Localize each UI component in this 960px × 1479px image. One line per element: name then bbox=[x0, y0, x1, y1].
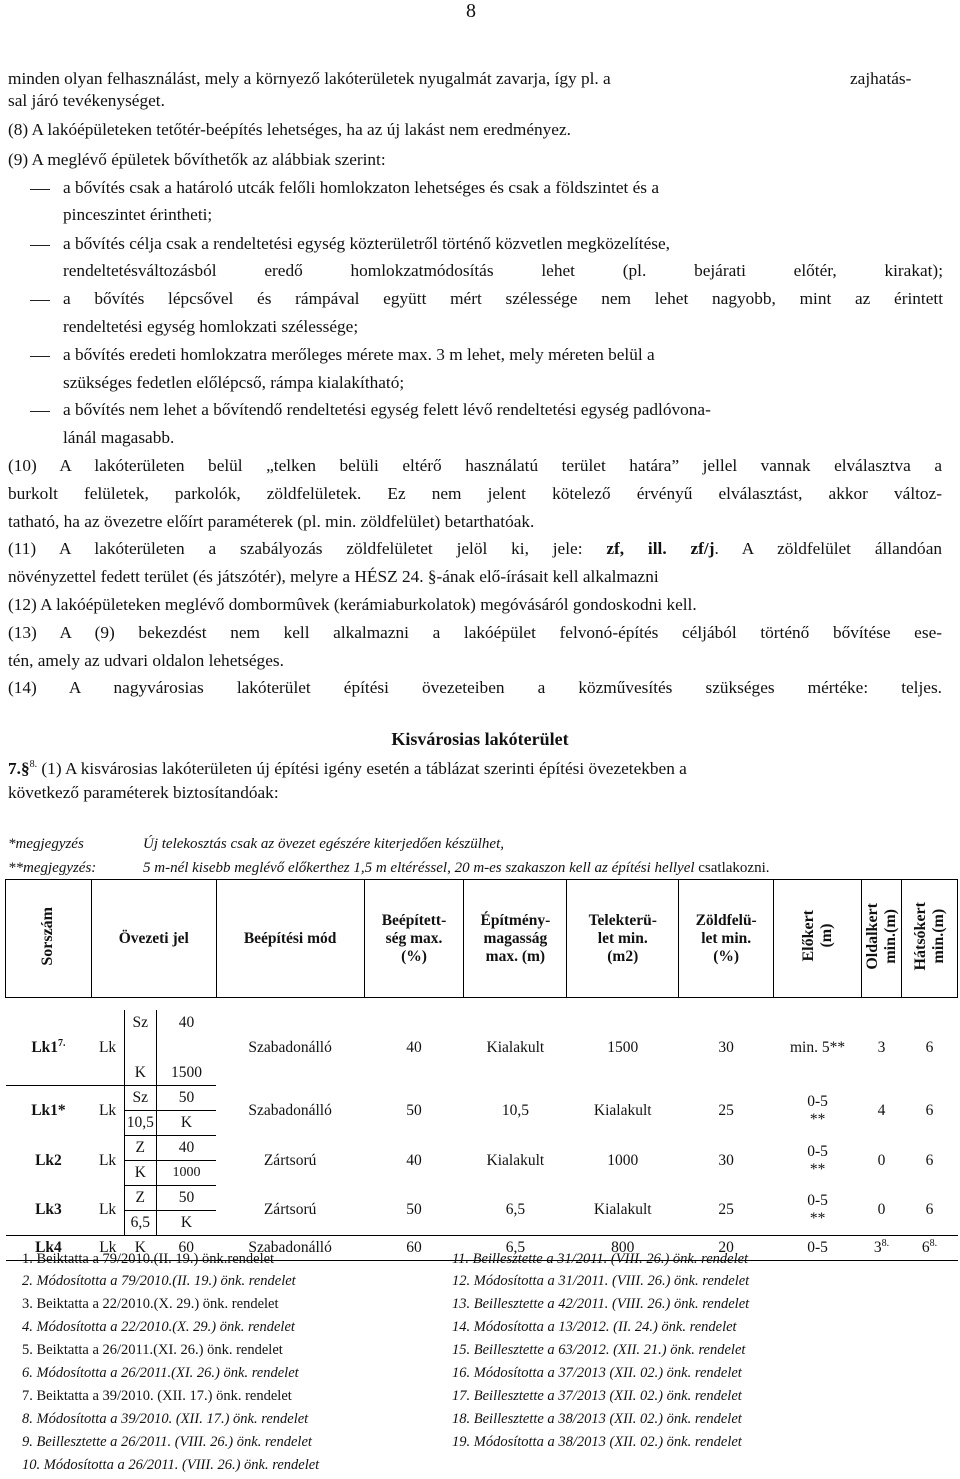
row-elokert: 0-5 bbox=[774, 1236, 862, 1261]
row-magassag: Kialakult bbox=[486, 1151, 545, 1169]
mini-cell: 1000 bbox=[156, 1161, 216, 1186]
row-telek: 800 bbox=[567, 1236, 679, 1261]
table-header-row bbox=[6, 880, 958, 998]
footnote: 6. Módosította a 26/2011.(XI. 26.) önk. rendelet bbox=[22, 1365, 299, 1381]
row-elokert: 0-5 ** bbox=[807, 1142, 828, 1178]
row-hatsokert: $6^{8.}$ bbox=[902, 1236, 958, 1261]
row-beepitesi-mod: Zártsorú bbox=[263, 1151, 317, 1169]
para-line: minden olyan felhasználást, mely a környező lakóterületek nyugalmát zavarja, így pl. a bbox=[8, 69, 611, 88]
row-oldalkert: $3^{8.}$ bbox=[862, 1236, 902, 1261]
row-telek: 1000 bbox=[607, 1151, 639, 1169]
mini-cell: Sz bbox=[124, 1086, 156, 1111]
row-hatsokert: 6 bbox=[925, 1201, 934, 1219]
row-hatsokert: 6 bbox=[925, 1038, 934, 1056]
footnote: 11. Beillesztette a 31/2011. (VIII. 26.) önk. rendelet bbox=[452, 1251, 749, 1267]
footnote: 18. Beillesztette a 38/2013 (XII. 02.) önk. rendelet bbox=[452, 1411, 742, 1427]
bullet-dash bbox=[30, 411, 50, 412]
section-title: Kisvárosias lakóterület bbox=[391, 729, 569, 749]
mini-cell: 1500 bbox=[170, 1063, 202, 1081]
bullet-dash bbox=[30, 356, 50, 357]
col-header-elokert: Előkert (m) bbox=[774, 880, 862, 998]
mini-cell: 40 bbox=[156, 1136, 216, 1161]
row-jel: Lk bbox=[98, 1038, 117, 1056]
table-row bbox=[6, 1136, 958, 1161]
row-zold: 25 bbox=[718, 1201, 734, 1219]
row-hatsokert: 6 bbox=[925, 1101, 934, 1119]
para-12: (12) A lakóépületeken meglévő dombormûvek (kerámiaburkolatok) megóvásáról gondoskodni kell. bbox=[8, 595, 697, 614]
row-zold: 20 bbox=[679, 1236, 774, 1261]
note-key: *megjegyzés bbox=[8, 836, 84, 852]
footnote: 10. Módosította a 26/2011. (VIII. 26.) önk. rendelet bbox=[22, 1457, 320, 1473]
row-sorszam: Lk2 bbox=[35, 1151, 62, 1169]
footnote: 17. Beillesztette a 37/2013 (XII. 02.) önk. rendelet bbox=[452, 1388, 742, 1404]
row-elokert: min. 5** bbox=[790, 1038, 846, 1056]
mini-cell: Z bbox=[124, 1186, 156, 1211]
row-beepitettseg: 50 bbox=[406, 1201, 422, 1219]
row-beepitettseg: 50 bbox=[406, 1101, 422, 1119]
row-beepitettseg: 40 bbox=[406, 1151, 422, 1169]
mini-cell: K bbox=[124, 1161, 156, 1186]
col-header-ovezeti-jel: Övezeti jel bbox=[91, 880, 216, 998]
row-elokert: 0-5 ** bbox=[807, 1192, 828, 1228]
mini-cell: 50 bbox=[156, 1186, 216, 1211]
mini-cell: 10,5 bbox=[124, 1111, 156, 1136]
row-elokert: 0-5 ** bbox=[807, 1092, 828, 1128]
footnote: 2. Módosította a 79/2010.(II. 19.) önk. rendelet bbox=[22, 1273, 296, 1289]
row-zold: 30 bbox=[718, 1038, 734, 1056]
bullet-text: szükséges fedetlen előlépcső, rámpa kialakítható; bbox=[63, 373, 405, 392]
footnote: 1. Beiktatta a 79/2010.(II. 19.) önk.rendelet bbox=[22, 1251, 275, 1267]
row-sorszam: Lk3 bbox=[35, 1201, 62, 1219]
row-magassag: 6,5 bbox=[505, 1201, 526, 1219]
mini-cell bbox=[124, 1035, 156, 1060]
row-oldalkert: 0 bbox=[877, 1151, 886, 1169]
row-magassag: 10,5 bbox=[501, 1101, 529, 1119]
row-oldalkert: 4 bbox=[877, 1101, 886, 1119]
para-11: növényzettel fedett terület (és játszótér), melyre a HÉSZ 24. §-ának elő-írásait kell alkalmazni bbox=[8, 567, 659, 586]
footnote: 3. Beiktatta a 22/2010.(X. 29.) önk. rendelet bbox=[22, 1296, 279, 1312]
row-beepitesi-mod: Zártsorú bbox=[263, 1201, 317, 1219]
row-jel: Lk bbox=[98, 1151, 117, 1169]
zone-parameters-table bbox=[5, 879, 958, 1261]
row-sorszam: Lk4 bbox=[6, 1236, 92, 1261]
para-10: (10) A lakóterületen belül „telken belüli eltérő használatú terület határa” jellel vannak elválasztva a bbox=[8, 456, 942, 475]
col-header-hatsokert: Hátsókert min.(m) bbox=[902, 880, 958, 998]
row-jel: Lk bbox=[91, 1086, 124, 1136]
table-row bbox=[6, 1086, 958, 1111]
table-row bbox=[6, 1010, 958, 1035]
footnote: 15. Beillesztette a 63/2012. (XII. 21.) önk. rendelet bbox=[452, 1342, 746, 1358]
mini-cell: K bbox=[124, 1236, 156, 1261]
row-hatsokert: 6 bbox=[925, 1151, 934, 1169]
row-beepitesi-mod: Szabadonálló bbox=[216, 1236, 364, 1261]
row-zold: 30 bbox=[718, 1151, 734, 1169]
mini-cell: 50 bbox=[156, 1086, 216, 1111]
mini-cell: K bbox=[124, 1060, 156, 1086]
mini-cell: K bbox=[156, 1111, 216, 1136]
footnote: 16. Módosította a 37/2013 (XII. 02.) önk. rendelet bbox=[452, 1365, 742, 1381]
bullet-text: a bővítés lépcsővel és rámpával együtt mért szélessége nem lehet nagyobb, mint az érintett bbox=[63, 289, 943, 308]
footnote: 12. Módosította a 31/2011. (VIII. 26.) önk. rendelet bbox=[452, 1273, 750, 1289]
bullet-text: lánál magasabb. bbox=[63, 428, 175, 447]
col-header-oldalkert: Oldalkert min.(m) bbox=[862, 880, 902, 998]
note-key: **megjegyzés: bbox=[8, 860, 97, 876]
mini-cell: Sz bbox=[124, 1010, 156, 1035]
bullet-text: rendeltetési egység homlokzati szélessége; bbox=[63, 317, 359, 336]
bullet-dash bbox=[30, 189, 50, 190]
row-oldalkert: 0 bbox=[877, 1201, 886, 1219]
col-header-telekterulet: Telekterü- let min. (m2) bbox=[567, 880, 679, 998]
bullet-text: pinceszintet érintheti; bbox=[63, 205, 213, 224]
para-14: (14) A nagyvárosias lakóterület építési övezeteiben a közművesítés szükséges mértéke: teljes. bbox=[8, 678, 942, 697]
row-magassag: 6,5 bbox=[464, 1236, 567, 1261]
bullet-dash bbox=[30, 300, 50, 301]
para-13: tén, amely az udvari oldalon lehetséges. bbox=[8, 651, 284, 670]
row-sorszam: Lk1* bbox=[6, 1086, 92, 1136]
mini-cell: 40 bbox=[178, 1013, 195, 1031]
footnote: 9. Beillesztette a 26/2011. (VIII. 26.) önk. rendelet bbox=[22, 1434, 312, 1450]
bullet-text: a bővítés célja csak a rendeltetési egység közterületről történő közvetlen megközelítése, bbox=[63, 234, 670, 253]
note-text: 5 m-nél kisebb meglévő előkerthez 1,5 m eltéréssel, 20 m-es szakaszon kell az építési hellyel csatlakozni. bbox=[143, 860, 770, 876]
bullet-text: a bővítés nem lehet a bővítendő rendeltetési egység felett lévő rendeltetési egység padlóvona- bbox=[63, 400, 711, 419]
row-telek: Kialakult bbox=[593, 1201, 652, 1219]
bullet-dash bbox=[30, 245, 50, 246]
row-sorszam: $Lk1^{7.}$ bbox=[31, 1037, 66, 1057]
para-line: zajhatás- bbox=[850, 69, 912, 88]
bullet-text: a bővítés eredeti homlokzatra merőleges mérete max. 3 m lehet, mely méreten belül a bbox=[63, 345, 655, 364]
bullet-text: a bővítés csak a határoló utcák felőli homlokzaton lehetséges és csak a földszintet és a bbox=[63, 178, 659, 197]
row-zold: 25 bbox=[718, 1101, 734, 1119]
para-10: burkolt felületek, parkolók, zöldfelületek. Ez nem jelent kötelező érvényű elválasztást, akkor változ- bbox=[8, 484, 942, 503]
note-text: Új telekosztás csak az övezet egészére kiterjedően készülhet, bbox=[143, 836, 504, 852]
footnote: 7. Beiktatta a 39/2010. (XII. 17.) önk. rendelet bbox=[22, 1388, 292, 1404]
para-9: (9) A meglévő épületek bővíthetők az alábbiak szerint: bbox=[8, 150, 386, 169]
para-13: (13) A (9) bekezdést nem kell alkalmazni a lakóépület felvonó-építés céljából történő bővítése ese- bbox=[8, 623, 942, 642]
row-oldalkert: 3 bbox=[877, 1038, 886, 1056]
para-line: sal járó tevékenységet. bbox=[8, 91, 165, 110]
para-10: tatható, ha az övezetre előírt paraméterek (pl. min. zöldfelület) betarthatóak. bbox=[8, 512, 535, 531]
mini-cell: 60 bbox=[156, 1236, 216, 1261]
row-jel: Lk bbox=[98, 1201, 117, 1219]
col-header-beepitesi-mod: Beépítési mód bbox=[216, 880, 364, 998]
row-telek: 1500 bbox=[607, 1038, 639, 1056]
row-beepitesi-mod: Szabadonálló bbox=[248, 1038, 332, 1056]
bullet-text: rendeltetésváltozásból eredő homlokzatmódosítás lehet (pl. bejárati előtér, kirakat); bbox=[63, 261, 943, 280]
section-paragraph: 7.§$^{8.}$ (1) A kisvárosias lakóterületen új építési igény esetén a táblázat szerinti építési övezetekben a következő paraméterek biztosítandóak: bbox=[8, 758, 687, 802]
mini-cell: Z bbox=[124, 1136, 156, 1161]
mini-cell: 6,5 bbox=[124, 1211, 156, 1236]
col-header-zoldfelulet: Zöldfelü- let min. (%) bbox=[679, 880, 774, 998]
mini-cell bbox=[156, 1035, 216, 1060]
col-header-sorszam: Sorszám bbox=[6, 880, 92, 998]
row-beepitettseg: 40 bbox=[406, 1038, 422, 1056]
row-beepitesi-mod: Szabadonálló bbox=[248, 1101, 332, 1119]
row-beepitettseg: 60 bbox=[364, 1236, 464, 1261]
footnote: 13. Beillesztette a 42/2011. (VIII. 26.) önk. rendelet bbox=[452, 1296, 750, 1312]
footnote: 19. Módosította a 38/2013 (XII. 02.) önk. rendelet bbox=[452, 1434, 742, 1450]
para-8: (8) A lakóépületeken tetőtér-beépítés lehetséges, ha az új lakást nem eredményez. bbox=[8, 120, 571, 139]
mini-cell: K bbox=[156, 1211, 216, 1236]
footnote: 14. Módosította a 13/2012. (II. 24.) önk. rendelet bbox=[452, 1319, 737, 1335]
col-header-beepitettseg: Beépített- ség max. (%) bbox=[364, 880, 464, 998]
footnote: 4. Módosította a 22/2010.(X. 29.) önk. rendelet bbox=[22, 1319, 295, 1335]
page-number: 8 bbox=[466, 0, 476, 22]
col-header-epitmenymagassag: Építmény- magasság max. (m) bbox=[464, 880, 567, 998]
table-row bbox=[6, 1186, 958, 1211]
footnote: 5. Beiktatta a 26/2011.(XI. 26.) önk. rendelet bbox=[22, 1342, 283, 1358]
row-telek: Kialakult bbox=[593, 1101, 652, 1119]
row-magassag: Kialakult bbox=[486, 1038, 545, 1056]
para-11: (11) A lakóterületen a szabályozás zöldfelületet jelöl ki, jele: zf, ill. zf/j. A zöldfelület állandóan bbox=[8, 539, 943, 558]
row-jel: Lk bbox=[91, 1236, 124, 1261]
footnote: 8. Módosította a 39/2010. (XII. 17.) önk. rendelet bbox=[22, 1411, 309, 1427]
